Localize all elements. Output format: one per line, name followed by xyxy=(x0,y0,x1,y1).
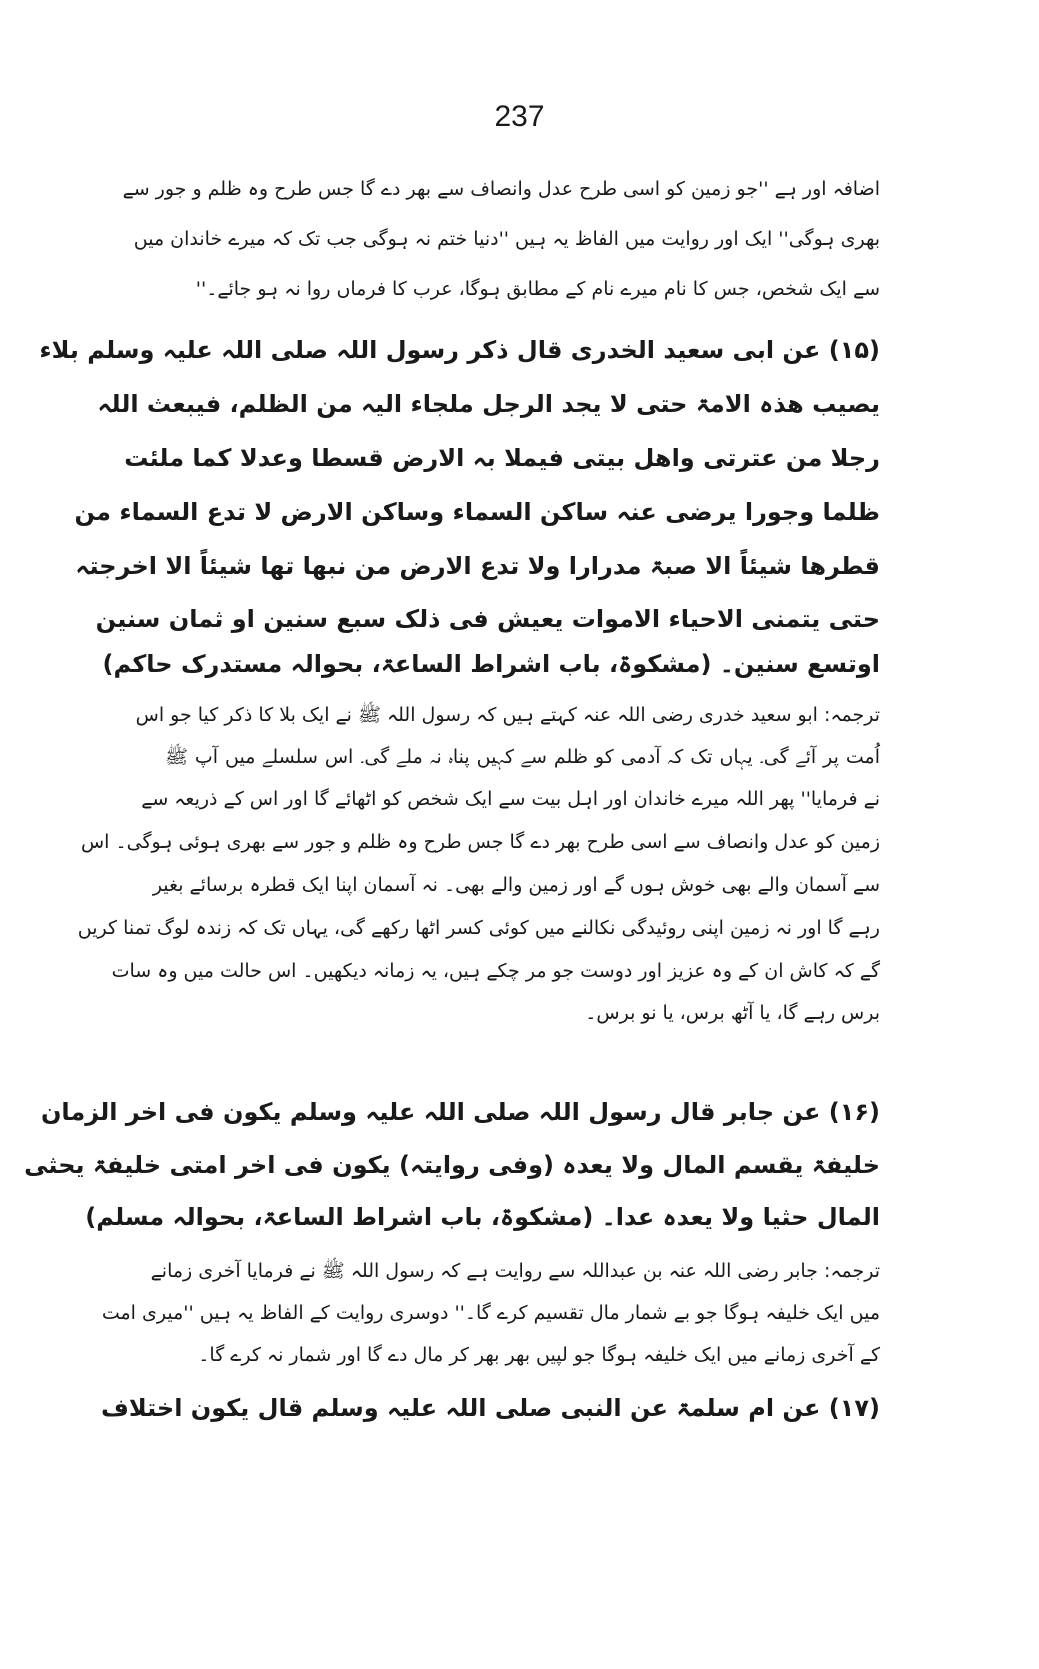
arabic-text-line: ظلما وجورا یرضی عنہ ساکن السماء وساکن الارض لا تدع السماء من xyxy=(74,498,880,526)
arabic-text-line: یصیب ھذہ الامۃ حتی لا یجد الرجل ملجاء الیہ من الظلم، فیبعث اللہ xyxy=(97,390,880,418)
urdu-text-line: میں ایک خلیفہ ہوگا جو بے شمار مال تقسیم کرے گا۔'' دوسری روایت کے الفاظ یہ ہیں ''میری امت xyxy=(101,1302,880,1324)
arabic-text-line: المال حثیا ولا یعدہ عدا۔ (مشکوۃ، باب اشراط الساعۃ، بحوالہ مسلم) xyxy=(85,1203,880,1231)
urdu-text-line: برس رہے گا، یا آٹھ برس، یا نو برس۔ xyxy=(585,1002,880,1024)
urdu-text-line: سے آسمان والے بھی خوش ہوں گے اور زمین والے بھی۔ نہ آسمان اپنا ایک قطرہ برسائے بغیر xyxy=(152,874,880,896)
arabic-text-line: قطرھا شیئاً الا صبۃ مدرارا ولا تدع الارض من نبھا تھا شیئاً الا اخرجتہ xyxy=(75,552,880,580)
arabic-text-line: (۱۵) عن ابی سعید الخدری قال ذکر رسول اللہ صلی اللہ علیہ وسلم بلاء xyxy=(39,336,880,364)
urdu-text-line: نے فرمایا'' پھر اللہ میرے خاندان اور اہل بیت سے ایک شخص کو اٹھائے گا اور اس کے ذریعہ سے xyxy=(141,788,880,810)
urdu-text-line: زمین کو عدل وانصاف سے اسی طرح بھر دے گا جس طرح وہ ظلم و جور سے بھری ہوئی ہوگی۔ اس xyxy=(80,831,880,853)
urdu-text-line: بھری ہوگی'' ایک اور روایت میں الفاظ یہ ہیں ''دنیا ختم نہ ہوگی جب تک کہ میرے خاندان میں xyxy=(133,228,880,250)
page-number: 237 xyxy=(494,100,545,133)
arabic-text-line: (۱۶) عن جابر قال رسول اللہ صلی اللہ علیہ وسلم یکون فی اخر الزمان xyxy=(40,1098,880,1126)
arabic-text-line: (۱۷) عن ام سلمۃ عن النبی صلی اللہ علیہ وسلم قال یکون اختلاف xyxy=(101,1394,880,1422)
arabic-text-line: اوتسع سنین۔ (مشکوۃ، باب اشراط الساعۃ، بحوالہ مستدرک حاکم) xyxy=(102,650,880,678)
urdu-text-line: گے کہ کاش ان کے وہ عزیز اور دوست جو مر چکے ہیں، یہ زمانہ دیکھیں۔ اس حالت میں وہ سات xyxy=(111,960,880,982)
urdu-text-line: سے ایک شخص، جس کا نام میرے نام کے مطابق ہوگا، عرب کا فرماں روا نہ ہو جائے۔'' xyxy=(195,278,880,300)
urdu-text-line: رہے گا اور نہ زمین اپنی روئیدگی نکالنے میں کوئی کسر اٹھا رکھے گی، یہاں تک کہ زندہ لوگ تمنا کریں xyxy=(77,917,880,939)
urdu-text-line: اضافہ اور ہے ''جو زمین کو اسی طرح عدل وانصاف سے بھر دے گا جس طرح وہ ظلم و جور سے xyxy=(122,178,880,200)
urdu-text-line: کے آخری زمانے میں ایک خلیفہ ہوگا جو لپیں بھر بھر کر مال دے گا اور شمار نہ کرے گا۔ xyxy=(198,1344,880,1366)
arabic-text-line: رجلا من عترتی واھل بیتی فیملا بہ الارض قسطا وعدلا کما ملئت xyxy=(124,444,880,472)
arabic-text-line: خلیفۃ یقسم المال ولا یعدہ (وفی روایتہ) یکون فی اخر امتی خلیفۃ یحثی xyxy=(24,1151,880,1179)
urdu-text-line: اُمت پر آئے گی۔ یہاں تک کہ آدمی کو ظلم سے کہیں پناہ نہ ملے گی۔ اس سلسلے میں آپ ﷺ xyxy=(165,746,880,768)
arabic-text-line: حتی یتمنی الاحیاء الاموات یعیش فی ذلک سبع سنین او ثمان سنین xyxy=(95,605,880,633)
urdu-text-line: ترجمہ: ابو سعید خدری رضی اللہ عنہ کہتے ہیں کہ رسول اللہ ﷺ نے ایک بلا کا ذکر کیا جو اس xyxy=(135,704,880,726)
urdu-text-line: ترجمہ: جابر رضی اللہ عنہ بن عبداللہ سے روایت ہے کہ رسول اللہ ﷺ نے فرمایا آخری زمانے xyxy=(150,1260,880,1282)
